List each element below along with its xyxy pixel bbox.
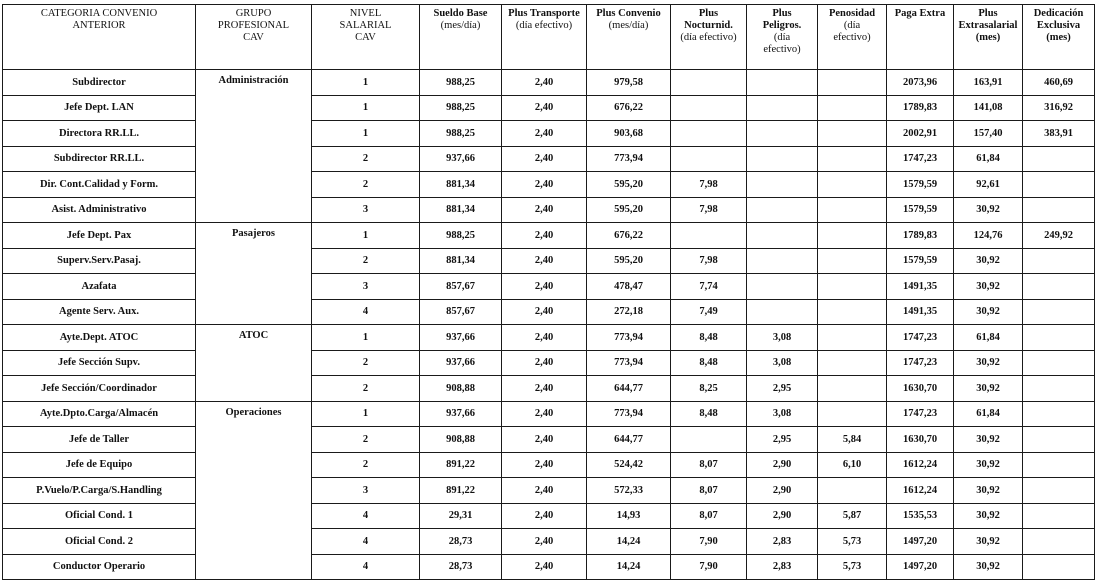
extra-salary-cell: 30,92 bbox=[954, 503, 1023, 529]
header-line: Peligros. bbox=[762, 20, 802, 31]
level-cell: 1 bbox=[312, 95, 420, 121]
table-row bbox=[3, 427, 1095, 453]
category-cell: Subdirector RR.LL. bbox=[3, 146, 196, 172]
danger-cell bbox=[747, 172, 818, 198]
night-cell: 7,98 bbox=[671, 172, 747, 198]
hardship-cell bbox=[818, 172, 887, 198]
header-line: efectivo) bbox=[833, 32, 871, 43]
header-line: Plus bbox=[978, 8, 998, 19]
extra-pay-cell: 1747,23 bbox=[887, 325, 954, 351]
hardship-cell bbox=[818, 248, 887, 274]
extra-pay-cell: 1747,23 bbox=[887, 350, 954, 376]
extra-salary-cell: 30,92 bbox=[954, 554, 1023, 580]
header-base-salary bbox=[420, 5, 502, 70]
category-cell: P.Vuelo/P.Carga/S.Handling bbox=[3, 478, 196, 504]
agreement-cell: 272,18 bbox=[587, 299, 671, 325]
agreement-cell: 595,20 bbox=[587, 197, 671, 223]
extra-pay-cell: 1630,70 bbox=[887, 427, 954, 453]
level-cell: 1 bbox=[312, 325, 420, 351]
night-cell bbox=[671, 223, 747, 249]
night-cell: 8,07 bbox=[671, 478, 747, 504]
agreement-cell: 595,20 bbox=[587, 248, 671, 274]
transport-cell: 2,40 bbox=[502, 70, 587, 96]
base-salary-cell: 937,66 bbox=[420, 350, 502, 376]
header-line: NIVEL bbox=[349, 8, 382, 19]
danger-cell: 3,08 bbox=[747, 401, 818, 427]
table-row bbox=[3, 554, 1095, 580]
exclusive-cell bbox=[1023, 554, 1095, 580]
header-category bbox=[3, 5, 196, 70]
agreement-cell: 14,24 bbox=[587, 529, 671, 555]
danger-cell bbox=[747, 248, 818, 274]
category-cell: Oficial Cond. 1 bbox=[3, 503, 196, 529]
night-cell: 8,48 bbox=[671, 325, 747, 351]
table-row bbox=[3, 350, 1095, 376]
exclusive-cell bbox=[1023, 350, 1095, 376]
table-row bbox=[3, 146, 1095, 172]
exclusive-cell bbox=[1023, 325, 1095, 351]
category-cell: Directora RR.LL. bbox=[3, 121, 196, 147]
hardship-cell bbox=[818, 299, 887, 325]
header-night bbox=[671, 5, 747, 70]
header-line: (mes/día) bbox=[608, 20, 649, 31]
extra-salary-cell: 30,92 bbox=[954, 478, 1023, 504]
agreement-cell: 644,77 bbox=[587, 427, 671, 453]
extra-salary-cell: 30,92 bbox=[954, 248, 1023, 274]
transport-cell: 2,40 bbox=[502, 146, 587, 172]
agreement-cell: 773,94 bbox=[587, 146, 671, 172]
level-cell: 1 bbox=[312, 121, 420, 147]
category-cell: Jefe Dept. Pax bbox=[3, 223, 196, 249]
danger-cell: 3,08 bbox=[747, 350, 818, 376]
danger-cell: 2,95 bbox=[747, 427, 818, 453]
base-salary-cell: 988,25 bbox=[420, 223, 502, 249]
header-agreement bbox=[587, 5, 671, 70]
extra-pay-cell: 1579,59 bbox=[887, 197, 954, 223]
base-salary-cell: 891,22 bbox=[420, 452, 502, 478]
category-cell: Jefe Sección/Coordinador bbox=[3, 376, 196, 402]
extra-salary-cell: 30,92 bbox=[954, 350, 1023, 376]
extra-pay-cell: 1491,35 bbox=[887, 299, 954, 325]
transport-cell: 2,40 bbox=[502, 274, 587, 300]
transport-cell: 2,40 bbox=[502, 401, 587, 427]
base-salary-cell: 857,67 bbox=[420, 299, 502, 325]
transport-cell: 2,40 bbox=[502, 299, 587, 325]
level-cell: 3 bbox=[312, 478, 420, 504]
level-cell: 4 bbox=[312, 554, 420, 580]
base-salary-cell: 988,25 bbox=[420, 121, 502, 147]
header-hardship bbox=[818, 5, 887, 70]
danger-cell bbox=[747, 274, 818, 300]
header-line: GRUPO bbox=[235, 8, 272, 19]
danger-cell bbox=[747, 70, 818, 96]
header-line: (día efectivo) bbox=[680, 32, 737, 43]
level-cell: 3 bbox=[312, 274, 420, 300]
table-row bbox=[3, 478, 1095, 504]
night-cell bbox=[671, 70, 747, 96]
base-salary-cell: 908,88 bbox=[420, 376, 502, 402]
extra-pay-cell: 1630,70 bbox=[887, 376, 954, 402]
transport-cell: 2,40 bbox=[502, 172, 587, 198]
extra-salary-cell: 30,92 bbox=[954, 299, 1023, 325]
level-cell: 2 bbox=[312, 452, 420, 478]
level-cell: 2 bbox=[312, 248, 420, 274]
hardship-cell: 5,87 bbox=[818, 503, 887, 529]
extra-salary-cell: 30,92 bbox=[954, 529, 1023, 555]
hardship-cell bbox=[818, 376, 887, 402]
agreement-cell: 14,93 bbox=[587, 503, 671, 529]
extra-pay-cell: 1497,20 bbox=[887, 554, 954, 580]
level-cell: 4 bbox=[312, 529, 420, 555]
extra-pay-cell: 1789,83 bbox=[887, 95, 954, 121]
header-line: Nocturnid. bbox=[684, 20, 733, 31]
header-line: Penosidad bbox=[828, 8, 876, 19]
night-cell: 7,98 bbox=[671, 197, 747, 223]
table-row bbox=[3, 299, 1095, 325]
danger-cell: 2,90 bbox=[747, 503, 818, 529]
transport-cell: 2,40 bbox=[502, 223, 587, 249]
table-row bbox=[3, 197, 1095, 223]
transport-cell: 2,40 bbox=[502, 121, 587, 147]
night-cell: 8,25 bbox=[671, 376, 747, 402]
extra-salary-cell: 30,92 bbox=[954, 376, 1023, 402]
header-level bbox=[312, 5, 420, 70]
level-cell: 2 bbox=[312, 146, 420, 172]
exclusive-cell bbox=[1023, 478, 1095, 504]
extra-salary-cell: 30,92 bbox=[954, 427, 1023, 453]
hardship-cell bbox=[818, 325, 887, 351]
header-line: Plus bbox=[772, 8, 792, 19]
extra-salary-cell: 61,84 bbox=[954, 401, 1023, 427]
night-cell bbox=[671, 121, 747, 147]
table-row bbox=[3, 401, 1095, 427]
danger-cell bbox=[747, 197, 818, 223]
header-line: CAV bbox=[355, 32, 376, 43]
hardship-cell bbox=[818, 401, 887, 427]
hardship-cell bbox=[818, 70, 887, 96]
night-cell: 7,98 bbox=[671, 248, 747, 274]
exclusive-cell bbox=[1023, 503, 1095, 529]
danger-cell: 2,90 bbox=[747, 452, 818, 478]
category-cell: Jefe de Taller bbox=[3, 427, 196, 453]
header-line: (día bbox=[773, 32, 791, 43]
category-cell: Azafata bbox=[3, 274, 196, 300]
agreement-cell: 676,22 bbox=[587, 223, 671, 249]
danger-cell bbox=[747, 95, 818, 121]
category-cell: Conductor Operario bbox=[3, 554, 196, 580]
hardship-cell: 5,73 bbox=[818, 554, 887, 580]
header-line: SALARIAL bbox=[339, 20, 392, 31]
level-cell: 2 bbox=[312, 376, 420, 402]
transport-cell: 2,40 bbox=[502, 376, 587, 402]
base-salary-cell: 937,66 bbox=[420, 146, 502, 172]
base-salary-cell: 937,66 bbox=[420, 401, 502, 427]
danger-cell: 2,83 bbox=[747, 554, 818, 580]
table-row bbox=[3, 95, 1095, 121]
table-body bbox=[3, 70, 1095, 580]
transport-cell: 2,40 bbox=[502, 427, 587, 453]
group-cell: Operaciones bbox=[196, 401, 312, 580]
header-line: PROFESIONAL bbox=[217, 20, 290, 31]
hardship-cell bbox=[818, 197, 887, 223]
category-cell: Jefe Sección Supv. bbox=[3, 350, 196, 376]
header-line: efectivo) bbox=[763, 44, 801, 55]
transport-cell: 2,40 bbox=[502, 503, 587, 529]
level-cell: 4 bbox=[312, 299, 420, 325]
base-salary-cell: 891,22 bbox=[420, 478, 502, 504]
category-cell: Ayte.Dpto.Carga/Almacén bbox=[3, 401, 196, 427]
table-row bbox=[3, 223, 1095, 249]
extra-pay-cell: 1579,59 bbox=[887, 248, 954, 274]
category-cell: Dir. Cont.Calidad y Form. bbox=[3, 172, 196, 198]
night-cell: 7,49 bbox=[671, 299, 747, 325]
level-cell: 1 bbox=[312, 223, 420, 249]
exclusive-cell bbox=[1023, 401, 1095, 427]
extra-salary-cell: 30,92 bbox=[954, 197, 1023, 223]
category-cell: Superv.Serv.Pasaj. bbox=[3, 248, 196, 274]
group-cell: Pasajeros bbox=[196, 223, 312, 325]
header-line: Plus Convenio bbox=[596, 8, 661, 19]
exclusive-cell bbox=[1023, 172, 1095, 198]
agreement-cell: 979,58 bbox=[587, 70, 671, 96]
category-cell: Subdirector bbox=[3, 70, 196, 96]
header-row bbox=[3, 5, 1095, 70]
extra-pay-cell: 1497,20 bbox=[887, 529, 954, 555]
hardship-cell bbox=[818, 478, 887, 504]
hardship-cell: 5,84 bbox=[818, 427, 887, 453]
level-cell: 3 bbox=[312, 197, 420, 223]
table-row bbox=[3, 503, 1095, 529]
exclusive-cell: 383,91 bbox=[1023, 121, 1095, 147]
night-cell bbox=[671, 427, 747, 453]
extra-salary-cell: 30,92 bbox=[954, 274, 1023, 300]
category-cell: Ayte.Dept. ATOC bbox=[3, 325, 196, 351]
extra-salary-cell: 124,76 bbox=[954, 223, 1023, 249]
extra-pay-cell: 1789,83 bbox=[887, 223, 954, 249]
header-group bbox=[196, 5, 312, 70]
category-cell: Agente Serv. Aux. bbox=[3, 299, 196, 325]
exclusive-cell: 316,92 bbox=[1023, 95, 1095, 121]
hardship-cell: 5,73 bbox=[818, 529, 887, 555]
header-danger bbox=[747, 5, 818, 70]
header-line: CAV bbox=[243, 32, 264, 43]
agreement-cell: 478,47 bbox=[587, 274, 671, 300]
agreement-cell: 524,42 bbox=[587, 452, 671, 478]
agreement-cell: 676,22 bbox=[587, 95, 671, 121]
category-cell: Jefe Dept. LAN bbox=[3, 95, 196, 121]
exclusive-cell: 249,92 bbox=[1023, 223, 1095, 249]
extra-salary-cell: 30,92 bbox=[954, 452, 1023, 478]
extra-pay-cell: 1491,35 bbox=[887, 274, 954, 300]
transport-cell: 2,40 bbox=[502, 248, 587, 274]
level-cell: 1 bbox=[312, 401, 420, 427]
agreement-cell: 773,94 bbox=[587, 325, 671, 351]
extra-salary-cell: 163,91 bbox=[954, 70, 1023, 96]
category-cell: Oficial Cond. 2 bbox=[3, 529, 196, 555]
base-salary-cell: 881,34 bbox=[420, 172, 502, 198]
base-salary-cell: 29,31 bbox=[420, 503, 502, 529]
exclusive-cell: 460,69 bbox=[1023, 70, 1095, 96]
exclusive-cell bbox=[1023, 197, 1095, 223]
extra-pay-cell: 2073,96 bbox=[887, 70, 954, 96]
table-row bbox=[3, 248, 1095, 274]
extra-salary-cell: 61,84 bbox=[954, 325, 1023, 351]
table-row bbox=[3, 452, 1095, 478]
danger-cell: 2,83 bbox=[747, 529, 818, 555]
table-row bbox=[3, 121, 1095, 147]
night-cell: 8,48 bbox=[671, 350, 747, 376]
header-line: Plus Transporte bbox=[508, 8, 580, 19]
exclusive-cell bbox=[1023, 427, 1095, 453]
header-line: ANTERIOR bbox=[72, 20, 126, 31]
header-line: (día efectivo) bbox=[515, 20, 573, 31]
category-cell: Jefe de Equipo bbox=[3, 452, 196, 478]
agreement-cell: 773,94 bbox=[587, 401, 671, 427]
transport-cell: 2,40 bbox=[502, 350, 587, 376]
extra-pay-cell: 1535,53 bbox=[887, 503, 954, 529]
level-cell: 2 bbox=[312, 350, 420, 376]
extra-salary-cell: 141,08 bbox=[954, 95, 1023, 121]
header-line: (mes) bbox=[975, 32, 1001, 43]
danger-cell bbox=[747, 121, 818, 147]
agreement-cell: 773,94 bbox=[587, 350, 671, 376]
table-row bbox=[3, 70, 1095, 96]
base-salary-cell: 937,66 bbox=[420, 325, 502, 351]
base-salary-cell: 988,25 bbox=[420, 95, 502, 121]
hardship-cell: 6,10 bbox=[818, 452, 887, 478]
exclusive-cell bbox=[1023, 376, 1095, 402]
base-salary-cell: 28,73 bbox=[420, 554, 502, 580]
level-cell: 1 bbox=[312, 70, 420, 96]
danger-cell bbox=[747, 299, 818, 325]
danger-cell: 2,90 bbox=[747, 478, 818, 504]
table-row bbox=[3, 274, 1095, 300]
table-row bbox=[3, 325, 1095, 351]
level-cell: 4 bbox=[312, 503, 420, 529]
agreement-cell: 644,77 bbox=[587, 376, 671, 402]
group-cell: ATOC bbox=[196, 325, 312, 402]
table-row bbox=[3, 376, 1095, 402]
header-line: CATEGORIA CONVENIO bbox=[40, 8, 158, 19]
extra-salary-cell: 61,84 bbox=[954, 146, 1023, 172]
night-cell: 7,90 bbox=[671, 554, 747, 580]
header-line: Extrasalarial bbox=[958, 20, 1018, 31]
level-cell: 2 bbox=[312, 427, 420, 453]
danger-cell: 3,08 bbox=[747, 325, 818, 351]
hardship-cell bbox=[818, 95, 887, 121]
night-cell: 8,07 bbox=[671, 452, 747, 478]
extra-pay-cell: 1612,24 bbox=[887, 478, 954, 504]
night-cell: 7,90 bbox=[671, 529, 747, 555]
transport-cell: 2,40 bbox=[502, 478, 587, 504]
hardship-cell bbox=[818, 121, 887, 147]
extra-salary-cell: 157,40 bbox=[954, 121, 1023, 147]
header-line: Sueldo Base bbox=[433, 8, 488, 19]
header-transport bbox=[502, 5, 587, 70]
hardship-cell bbox=[818, 223, 887, 249]
exclusive-cell bbox=[1023, 274, 1095, 300]
transport-cell: 2,40 bbox=[502, 529, 587, 555]
agreement-cell: 14,24 bbox=[587, 554, 671, 580]
extra-salary-cell: 92,61 bbox=[954, 172, 1023, 198]
base-salary-cell: 881,34 bbox=[420, 248, 502, 274]
header-line: (día bbox=[843, 20, 861, 31]
exclusive-cell bbox=[1023, 299, 1095, 325]
extra-pay-cell: 1612,24 bbox=[887, 452, 954, 478]
header-line: Paga Extra bbox=[894, 8, 946, 19]
base-salary-cell: 857,67 bbox=[420, 274, 502, 300]
header-extra-pay bbox=[887, 5, 954, 70]
header-line: Exclusiva bbox=[1036, 20, 1081, 31]
exclusive-cell bbox=[1023, 452, 1095, 478]
agreement-cell: 903,68 bbox=[587, 121, 671, 147]
danger-cell bbox=[747, 146, 818, 172]
hardship-cell bbox=[818, 146, 887, 172]
extra-pay-cell: 1747,23 bbox=[887, 401, 954, 427]
base-salary-cell: 908,88 bbox=[420, 427, 502, 453]
extra-pay-cell: 1747,23 bbox=[887, 146, 954, 172]
transport-cell: 2,40 bbox=[502, 554, 587, 580]
extra-pay-cell: 2002,91 bbox=[887, 121, 954, 147]
header-line: Dedicación bbox=[1033, 8, 1084, 19]
header-extra-salary bbox=[954, 5, 1023, 70]
level-cell: 2 bbox=[312, 172, 420, 198]
exclusive-cell bbox=[1023, 248, 1095, 274]
header-exclusive bbox=[1023, 5, 1095, 70]
category-cell: Asist. Administrativo bbox=[3, 197, 196, 223]
night-cell: 7,74 bbox=[671, 274, 747, 300]
night-cell bbox=[671, 146, 747, 172]
base-salary-cell: 988,25 bbox=[420, 70, 502, 96]
night-cell: 8,07 bbox=[671, 503, 747, 529]
agreement-cell: 572,33 bbox=[587, 478, 671, 504]
salary-table bbox=[2, 4, 1095, 580]
transport-cell: 2,40 bbox=[502, 325, 587, 351]
danger-cell: 2,95 bbox=[747, 376, 818, 402]
exclusive-cell bbox=[1023, 146, 1095, 172]
hardship-cell bbox=[818, 350, 887, 376]
group-cell: Administración bbox=[196, 70, 312, 223]
danger-cell bbox=[747, 223, 818, 249]
night-cell bbox=[671, 95, 747, 121]
agreement-cell: 595,20 bbox=[587, 172, 671, 198]
base-salary-cell: 881,34 bbox=[420, 197, 502, 223]
table-row bbox=[3, 172, 1095, 198]
hardship-cell bbox=[818, 274, 887, 300]
base-salary-cell: 28,73 bbox=[420, 529, 502, 555]
transport-cell: 2,40 bbox=[502, 197, 587, 223]
header-line: Plus bbox=[698, 8, 719, 19]
header-line: (mes/día) bbox=[440, 20, 481, 31]
extra-pay-cell: 1579,59 bbox=[887, 172, 954, 198]
exclusive-cell bbox=[1023, 529, 1095, 555]
night-cell: 8,48 bbox=[671, 401, 747, 427]
transport-cell: 2,40 bbox=[502, 452, 587, 478]
transport-cell: 2,40 bbox=[502, 95, 587, 121]
table-row bbox=[3, 529, 1095, 555]
header-line: (mes) bbox=[1046, 32, 1071, 43]
